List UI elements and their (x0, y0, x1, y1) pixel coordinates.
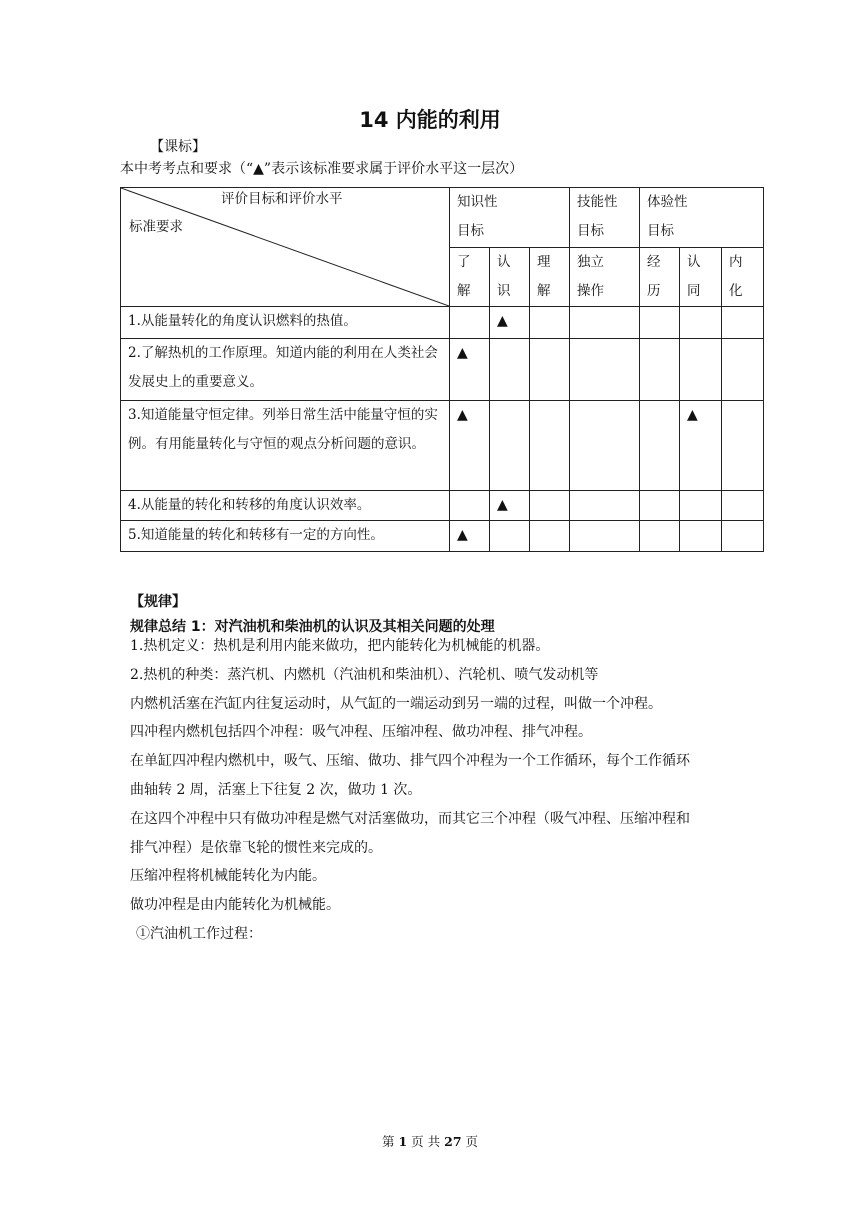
sub-header: 独立 操作 (570, 247, 640, 307)
mark-cell (490, 491, 530, 521)
mark-cell (680, 521, 722, 552)
triangle-mark-icon: ▲ (457, 345, 468, 361)
triangle-mark-icon: ▲ (457, 407, 468, 423)
table-row (121, 307, 764, 339)
triangle-mark-icon: ▲ (497, 313, 508, 329)
page-number: 1 (398, 1134, 408, 1149)
sub-header: 认 同 (680, 247, 722, 307)
summary-1-title: 规律总结 1：对汽油机和柴油机的认识及其相关问题的处理 (130, 619, 495, 635)
intro-text: 本中考考点和要求（“▲”表示该标准要求属于评价水平这一层次） (120, 161, 524, 177)
mark-cell (530, 521, 570, 552)
table-row (121, 521, 764, 552)
mark-cell (490, 339, 530, 401)
mark-cell (640, 339, 680, 401)
sub-header: 经 历 (640, 247, 680, 307)
table-row (121, 491, 764, 521)
triangle-mark-icon: ▲ (457, 527, 468, 543)
diag-bottom-label: 标准要求 (129, 219, 183, 235)
mark-cell (722, 307, 764, 339)
page-title: 14 内能的利用 (359, 108, 501, 132)
page-total: 27 (444, 1134, 462, 1149)
mark-cell (570, 339, 640, 401)
mark-cell (680, 491, 722, 521)
table-row (121, 401, 764, 491)
mark-cell (570, 491, 640, 521)
mark-cell (722, 521, 764, 552)
triangle-mark-icon: ▲ (497, 497, 508, 513)
mark-cell (490, 521, 530, 552)
paragraph: ①汽油机工作过程： (136, 925, 262, 942)
mark-cell (530, 401, 570, 491)
sub-header: 理 解 (530, 247, 570, 307)
paragraph: 2.热机的种类：蒸汽机、内燃机（汽油机和柴油机）、汽轮机、喷气发动机等 (130, 666, 599, 683)
standard-text: 4.从能量的转化和转移的角度认识效率。 (121, 491, 450, 521)
standard-text: 3.知道能量守恒定律。列举日常生活中能量守恒的实例。有用能量转化与守恒的观点分析问题的意识。 (121, 401, 450, 491)
mark-cell (680, 339, 722, 401)
mark-cell (680, 307, 722, 339)
sub-header: 了 解 (450, 247, 490, 307)
triangle-mark-icon: ▲ (687, 407, 698, 423)
guilv-heading: 【规律】 (130, 594, 186, 610)
sub-header: 认 识 (490, 247, 530, 307)
mark-cell (450, 307, 490, 339)
paragraph: 在这四个冲程中只有做功冲程是燃气对活塞做功，而其它三个冲程（吸气冲程、压缩冲程和 (130, 810, 690, 827)
sub-header: 内 化 (722, 247, 764, 307)
mark-cell (450, 401, 490, 491)
page-footer: 第 1 页 共 27 页 (381, 1134, 479, 1149)
table-header-row-1 (121, 188, 764, 248)
mark-cell (450, 491, 490, 521)
group-knowledge: 知识性 目标 (450, 188, 570, 248)
paragraph: 曲轴转 2 周，活塞上下往复 2 次，做功 1 次。 (130, 781, 422, 798)
diagonal-header-cell (121, 188, 450, 307)
mark-cell (450, 521, 490, 552)
table-row (121, 339, 764, 401)
mark-cell (722, 339, 764, 401)
mark-cell (570, 401, 640, 491)
mark-cell (640, 401, 680, 491)
mark-cell (530, 307, 570, 339)
kebiao-heading: 【课标】 (150, 139, 206, 155)
paragraph: 1.热机定义：热机是利用内能来做功，把内能转化为机械能的机器。 (130, 638, 550, 654)
mark-cell (680, 401, 722, 491)
mark-cell (722, 491, 764, 521)
body-text (130, 632, 690, 949)
mark-cell (640, 491, 680, 521)
diag-top-label: 评价目标和评价水平 (221, 191, 343, 207)
mark-cell (570, 307, 640, 339)
standards-table (120, 187, 764, 552)
mark-cell (450, 339, 490, 401)
paragraph: 做功冲程是由内能转化为机械能。 (130, 897, 340, 914)
paragraph: 内燃机活塞在汽缸内往复运动时，从气缸的一端运动到另一端的过程，叫做一个冲程。 (130, 695, 662, 712)
mark-cell (490, 401, 530, 491)
mark-cell (570, 521, 640, 552)
group-skill: 技能性 目标 (570, 188, 640, 248)
mark-cell (530, 491, 570, 521)
mark-cell (722, 401, 764, 491)
paragraph: 排气冲程）是依靠飞轮的惯性来完成的。 (130, 839, 382, 856)
standard-text: 5.知道能量的转化和转移有一定的方向性。 (121, 521, 450, 552)
paragraph: 在单缸四冲程内燃机中，吸气、压缩、做功、排气四个冲程为一个工作循环，每个工作循环 (130, 753, 690, 770)
standard-text: 2.了解热机的工作原理。知道内能的利用在人类社会发展史上的重要意义。 (121, 339, 450, 401)
mark-cell (640, 307, 680, 339)
mark-cell (530, 339, 570, 401)
mark-cell (640, 521, 680, 552)
mark-cell (490, 307, 530, 339)
standard-text: 1.从能量转化的角度认识燃料的热值。 (121, 307, 450, 339)
group-experience: 体验性 目标 (640, 188, 764, 248)
paragraph: 四冲程内燃机包括四个冲程：吸气冲程、压缩冲程、做功冲程、排气冲程。 (130, 724, 592, 741)
paragraph: 压缩冲程将机械能转化为内能。 (130, 868, 326, 885)
